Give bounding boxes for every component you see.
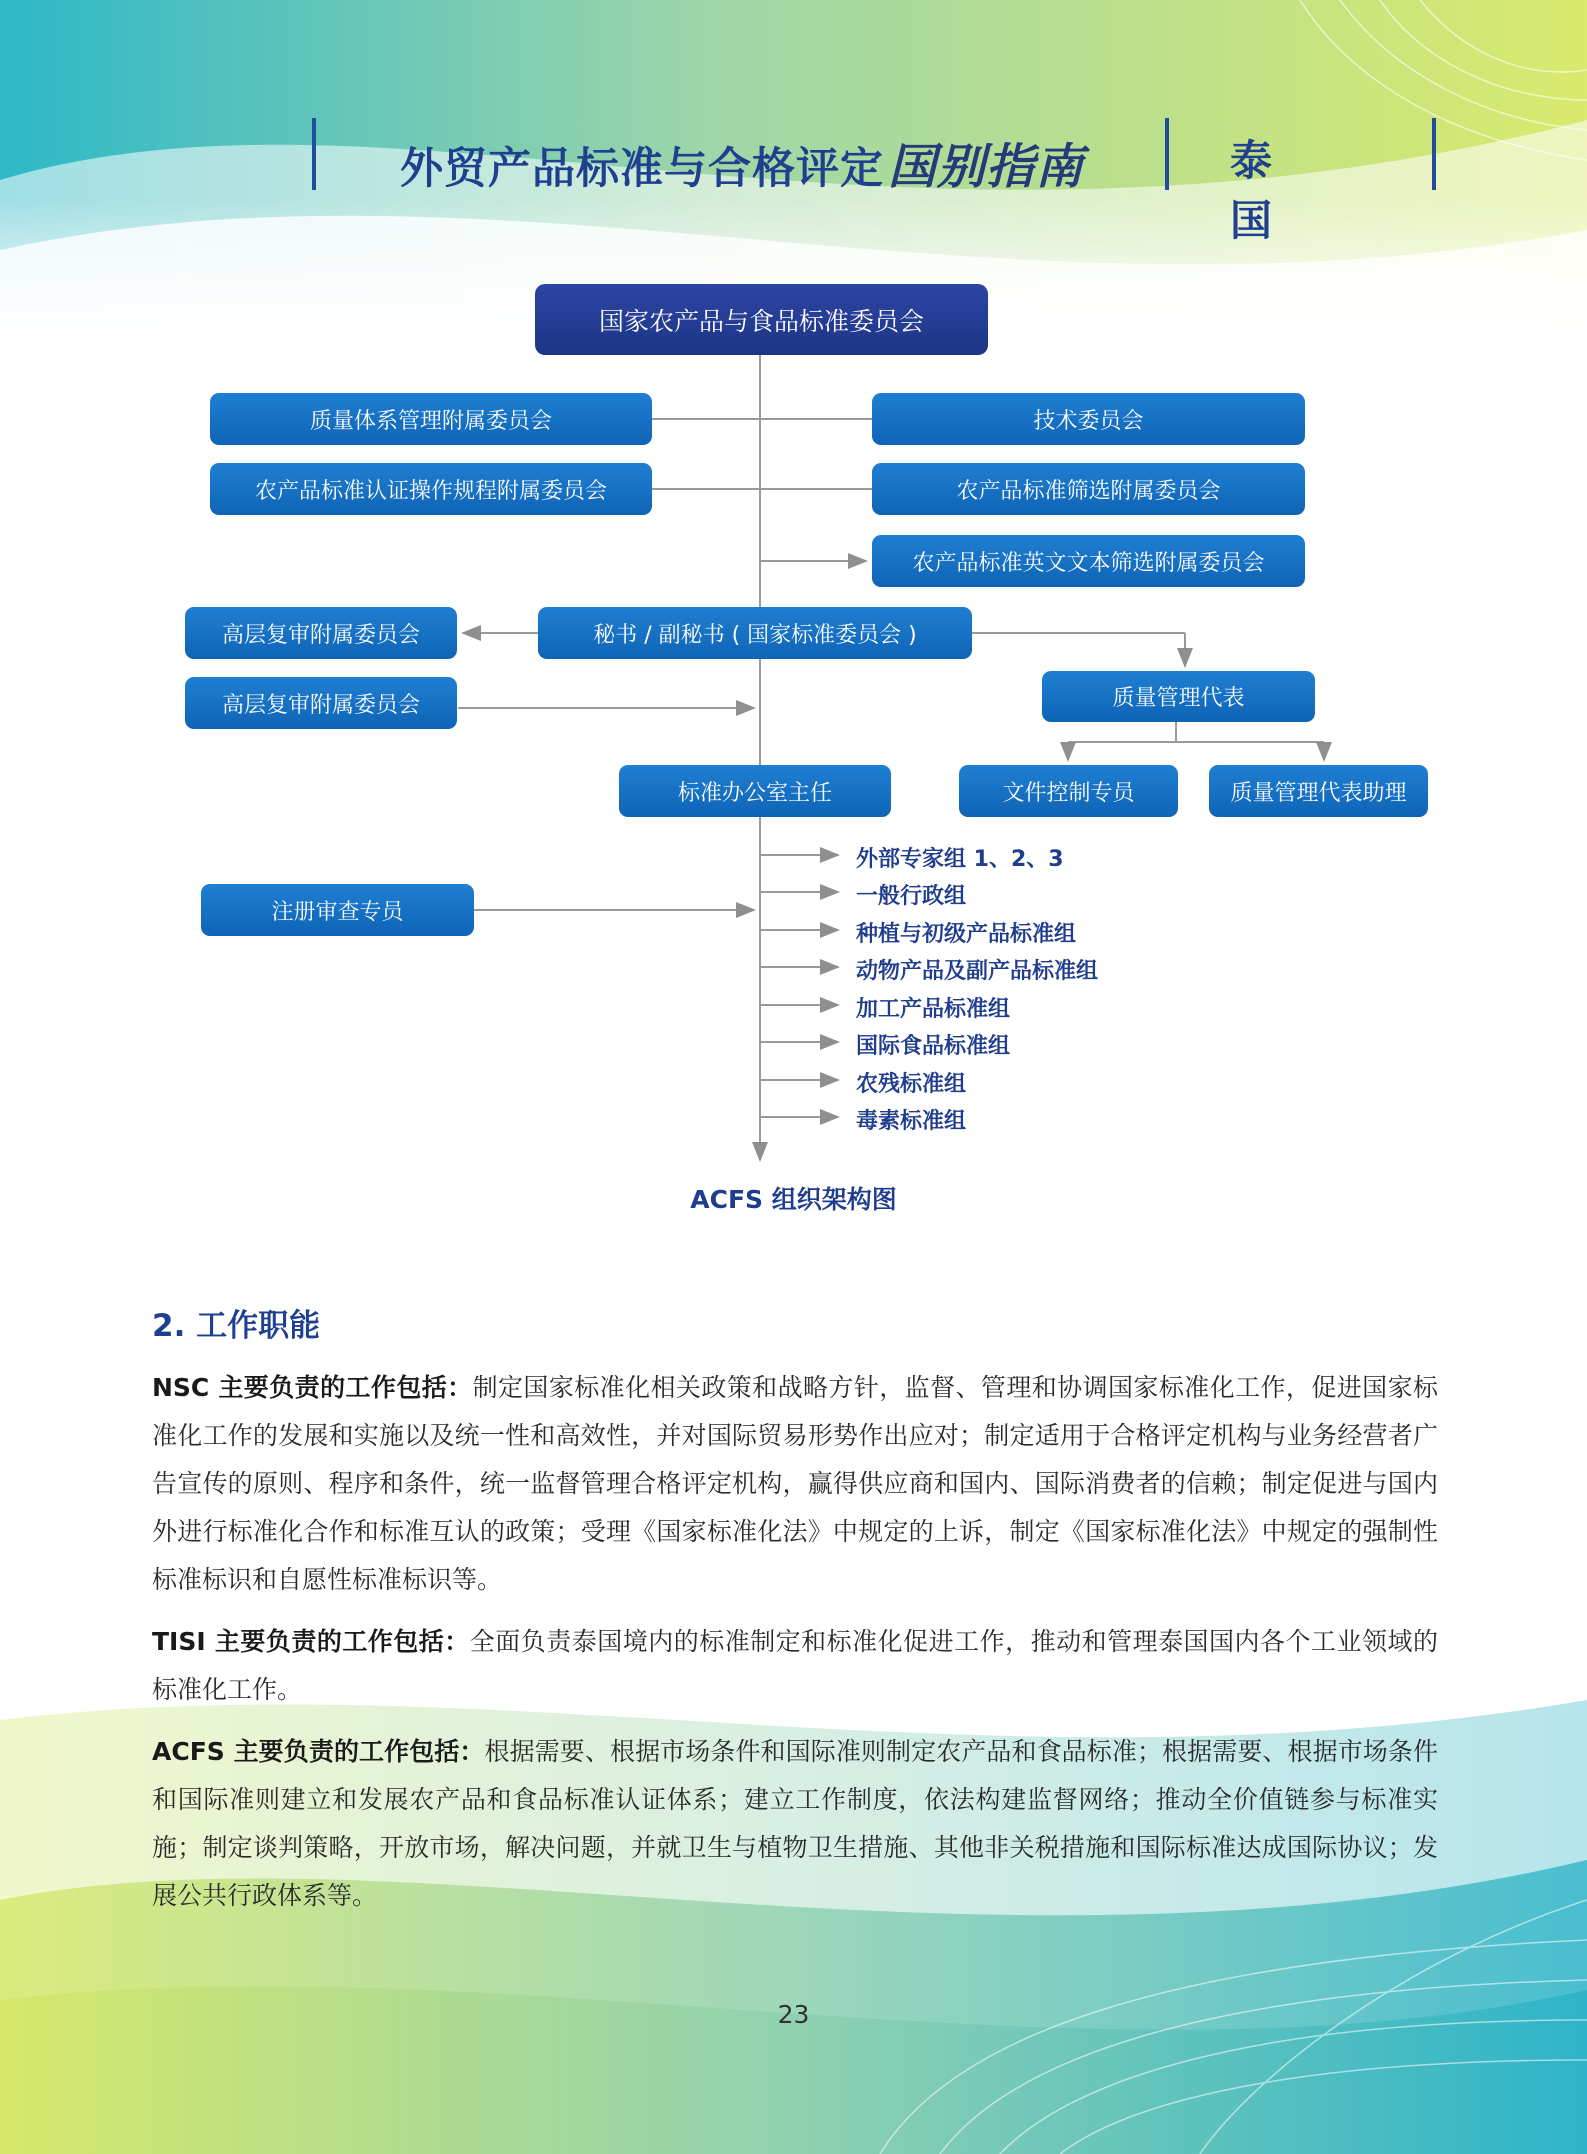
org-left-committee: 质量体系管理附属委员会 [210, 393, 652, 445]
org-right-committee: 技术委员会 [872, 393, 1305, 445]
org-right-committee: 农产品标准筛选附属委员会 [872, 463, 1305, 515]
header-title-text: 外贸产品标准与合格评定 [400, 144, 884, 194]
org-group-label: 国际食品标准组 [856, 1034, 1011, 1059]
org-review-committee: 高层复审附属委员会 [185, 607, 457, 659]
paragraph-text: 全面负责泰国境内的标准制定和标准化促进工作，推动和管理泰国国内各个工业领域的标准化工作。 [152, 1627, 1438, 1704]
org-right-committee: 农产品标准英文文本筛选附属委员会 [872, 535, 1305, 587]
org-doc-control: 文件控制专员 [959, 765, 1178, 817]
org-group-label: 一般行政组 [856, 884, 967, 909]
paragraph-nsc [152, 1364, 1438, 1604]
paragraph-text: 根据需要、根据市场条件和国际准则制定农产品和食品标准；根据需要、根据市场条件和国际准则建立和发展农产品和食品标准认证体系；建立工作制度，依法构建监督网络；推动全价值链参与标准实施；制定谈判策略，开放市场，解决问题，并就卫生与植物卫生措施、其他非关税措施和国际标准达成国际协议；发展公共行政体系等。 [152, 1737, 1438, 1910]
org-registration: 注册审查专员 [201, 884, 474, 936]
org-group-label: 毒素标准组 [856, 1109, 967, 1134]
paragraph-lead: TISI 主要负责的工作包括： [152, 1627, 470, 1656]
page-number: 23 [777, 2000, 810, 2029]
org-group-label: 种植与初级产品标准组 [856, 922, 1077, 947]
paragraph-text: 制定国家标准化相关政策和战略方针，监督、管理和协调国家标准化工作，促进国家标准化工作的发展和实施以及统一性和高效性，并对国际贸易形势作出应对；制定适用于合格评定机构与业务经营者广告宣传的原则、程序和条件，统一监督管理合格评定机构，赢得供应商和国内、国际消费者的信赖；制定促进与国内外进行标准化合作和标准互认的政策；受理《国家标准化法》中规定的上诉，制定《国家标准化法》中规定的强制性标准标识和自愿性标准标识等。 [152, 1373, 1438, 1594]
org-chart-caption: ACFS 组织架构图 [690, 1185, 897, 1214]
org-group-label: 动物产品及副产品标准组 [856, 959, 1099, 984]
org-secretary: 秘书 / 副秘书 ( 国家标准委员会 ) [538, 607, 972, 659]
org-group-label: 外部专家组 1、2、3 [856, 847, 1064, 872]
org-top-committee: 国家农产品与食品标准委员会 [535, 284, 988, 355]
paragraph-lead: ACFS 主要负责的工作包括： [152, 1737, 485, 1766]
header-title-script: 国别指南 [888, 139, 1085, 195]
paragraph-tisi [152, 1618, 1438, 1714]
paragraph-lead: NSC 主要负责的工作包括： [152, 1373, 473, 1402]
org-group-label: 加工产品标准组 [856, 997, 1011, 1022]
org-quality-assistant: 质量管理代表助理 [1209, 765, 1428, 817]
section-heading: 2. 工作职能 [152, 1308, 321, 1344]
org-group-label: 农残标准组 [856, 1072, 967, 1097]
header-country: 泰 国 [1230, 136, 1291, 245]
org-review-committee: 高层复审附属委员会 [185, 677, 457, 729]
org-director: 标准办公室主任 [619, 765, 891, 817]
org-left-committee: 农产品标准认证操作规程附属委员会 [210, 463, 652, 515]
paragraph-acfs [152, 1728, 1438, 1920]
org-quality-rep: 质量管理代表 [1042, 671, 1315, 722]
